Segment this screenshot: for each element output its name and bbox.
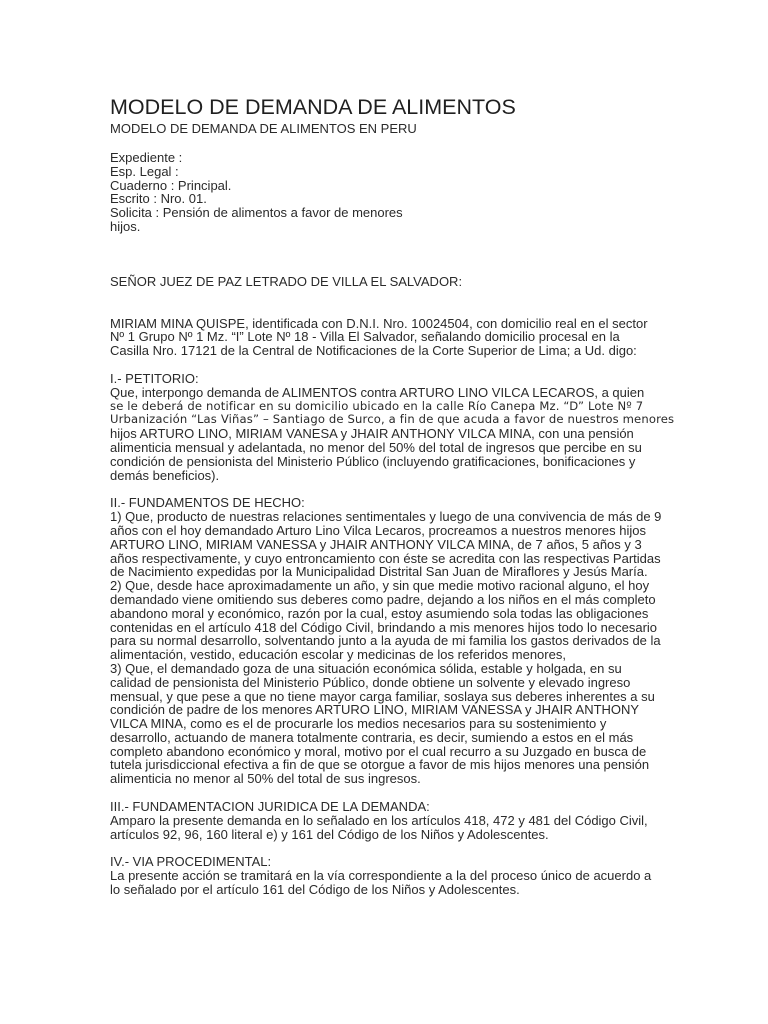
header-fields [110, 151, 660, 234]
paragraph-line: alimenticia no menor al 50% del total de sus ingresos. [110, 771, 421, 787]
paragraph-line: Urbanización “Las Viñas” – Santiago de Surco, a fin de que acuda a favor de nuestros menores [110, 412, 675, 427]
field-esp-legal: Esp. Legal : [110, 163, 179, 179]
section-heading: IV.- VIA PROCEDIMENTAL: [110, 854, 272, 870]
field-escrito: Escrito : Nro. 01. [110, 191, 207, 207]
paragraph-line: condición de padre de los menores ARTURO LINO, MIRIAM VANESSA y JHAIR ANTHONY [110, 702, 640, 718]
paragraph-line: VILCA MINA, como es el de procurarle los medios necesarios para su sostenimiento y [110, 716, 607, 732]
paragraph-line: lo señalado por el artículo 161 del Código de los Niños y Adolescentes. [110, 882, 520, 898]
section-via-procedimental [110, 855, 660, 896]
paragraph-line: contenidas en el artículo 418 del Código Civil, brindando a mis menores hijos todo lo necesario [110, 619, 658, 635]
paragraph-line: abandono moral y económico, razón por la cual, estoy asumiendo sola todas las obligaciones [110, 605, 649, 621]
field-cuaderno: Cuaderno : Principal. [110, 177, 232, 193]
paragraph-line: completo abandono económico y moral, motivo por el cual recurro a su Juzgado en busca de [110, 743, 647, 759]
paragraph-line: mensual, y que pese a que no tiene mayor carga familiar, soslaya sus deberes inherentes a su [110, 688, 655, 704]
intro-line: MIRIAM MINA QUISPE, identificada con D.N.I. Nro. 10024504, con domicilio real en el sector [110, 315, 648, 331]
paragraph-line: calidad de pensionista del Ministerio Público, donde obtiene un solvente y elevado ingreso [110, 674, 631, 690]
paragraph-line: demás beneficios). [110, 467, 220, 483]
document-page [110, 94, 675, 898]
paragraph-line: 1) Que, producto de nuestras relaciones sentimentales y luego de una convivencia de más de 9 [110, 509, 662, 525]
intro-paragraph [110, 317, 660, 358]
field-solicita: Solicita : Pensión de alimentos a favor de menores [110, 205, 403, 221]
field-expediente: Expediente : [110, 150, 183, 165]
paragraph-line: Que, interpongo demanda de ALIMENTOS contra ARTURO LINO VILCA LECAROS, a quien [110, 384, 645, 400]
section-petitorio [110, 370, 675, 483]
addressee: SEÑOR JUEZ DE PAZ LETRADO DE VILLA EL SALVADOR: [110, 273, 463, 289]
paragraph-line: La presente acción se tramitará en la vía correspondiente a la del proceso único de acuerdo a [110, 868, 652, 884]
section-fundamentos-hecho [110, 496, 660, 786]
paragraph-line: para su normal desarrollo, solventando junto a la ayuda de mi familia los gastos derivados de la [110, 633, 661, 649]
paragraph-line: tutela jurisdiccional efectiva a fin de que se otorgue a favor de mis hijos menores una pensión [110, 757, 650, 773]
intro-line: Nº 1 Grupo Nº 1 Mz. “I” Lote Nº 18 - Villa El Salvador, señalando domicilio procesal en la [110, 329, 620, 345]
paragraph-line: alimentación, vestido, educación escolar y medicinas de los referidos menores, [110, 647, 566, 663]
section-heading: III.- FUNDAMENTACION JURIDICA DE LA DEMANDA: [110, 799, 430, 815]
paragraph-line: desarrollo, actuando de manera totalmente contraria, es decir, sumiendo a estos en el más [110, 729, 634, 745]
paragraph-line: años con el hoy demandado Arturo Lino Vilca Lecaros, procreamos a nuestros menores hijos [110, 522, 646, 538]
field-solicita-cont: hijos. [110, 218, 141, 234]
paragraph-line: alimenticia mensual y adelantada, no menor del 50% del total de ingresos que percibe en su [110, 439, 642, 455]
paragraph-line: años respectivamente, y cuyo entroncamiento con éste se acredita con las respectivas Partidas [110, 550, 661, 566]
section-heading: I.- PETITORIO: [110, 370, 199, 386]
document-title: MODELO DE DEMANDA DE ALIMENTOS [110, 95, 516, 119]
section-fundamentacion-juridica [110, 800, 660, 841]
paragraph-line: 3) Que, el demandado goza de una situación económica sólida, estable y holgada, en su [110, 660, 622, 676]
document-subtitle: MODELO DE DEMANDA DE ALIMENTOS EN PERU [110, 121, 417, 136]
section-heading: II.- FUNDAMENTOS DE HECHO: [110, 495, 305, 511]
paragraph-line: 2) Que, desde hace aproximadamente un año, y sin que medie motivo racional alguno, el hoy [110, 578, 650, 594]
paragraph-line: artículos 92, 96, 160 literal e) y 161 del Código de los Niños y Adolescentes. [110, 826, 549, 842]
paragraph-line: Amparo la presente demanda en lo señalado en los artículos 418, 472 y 481 del Código Civil, [110, 812, 648, 828]
paragraph-line: se le deberá de notificar en su domicilio ubicado en la calle Río Canepa Mz. “D” Lote Nº 7 [110, 398, 644, 413]
intro-line: Casilla Nro. 17121 de la Central de Notificaciones de la Corte Superior de Lima; a Ud. digo: [110, 343, 637, 359]
paragraph-line: condición de pensionista del Ministerio Público (incluyendo gratificaciones, bonificaciones y [110, 453, 636, 469]
paragraph-line: demandado viene omitiendo sus deberes como padre, dejando a los niños en el más completo [110, 591, 656, 607]
paragraph-line: de Nacimiento expedidas por la Municipalidad Distrital San Juan de Miraflores y Jesús María. [110, 564, 648, 580]
paragraph-line: ARTURO LINO, MIRIAM VANESSA y JHAIR ANTHONY VILCA MINA, de 7 años, 5 años y 3 [110, 536, 642, 552]
paragraph-line: hijos ARTURO LINO, MIRIAM VANESA y JHAIR ANTHONY VILCA MINA, con una pensión [110, 426, 634, 442]
